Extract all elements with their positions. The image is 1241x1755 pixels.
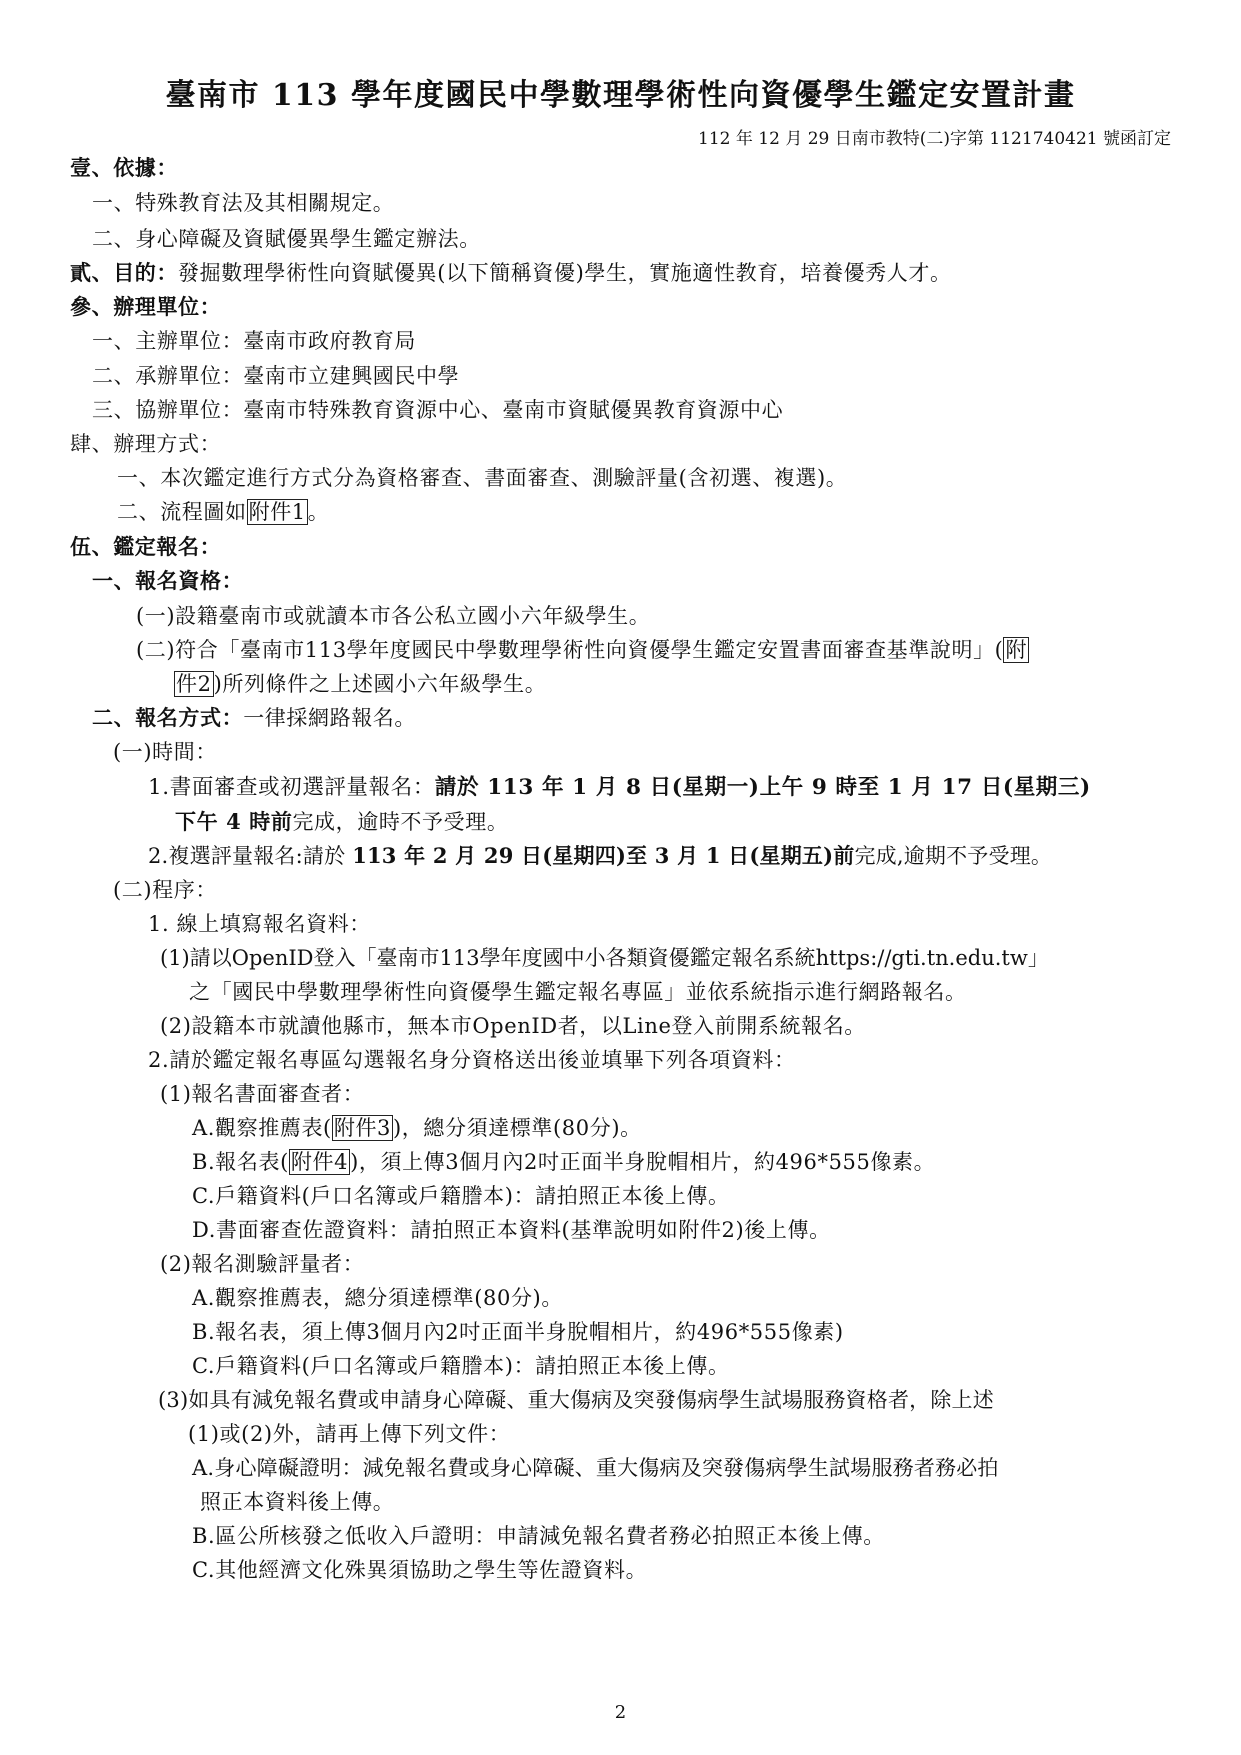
section-4-item-2-text: 二、流程圖如 <box>117 500 247 524</box>
procedure-step-1-2: (2)設籍本市就讀他縣市，無本市OpenID者，以Line登入前開系統報名。 <box>160 1014 866 1038</box>
time-item-1-date: 請於 113 年 1 月 8 日(星期一)上午 9 時至 1 月 17 日(星期三) <box>434 775 1091 800</box>
document-subtitle: 112 年 12 月 29 日南市教特(二)字第 1121740421 號函訂定 <box>698 129 1171 149</box>
time-item-2-note: 完成,逾期不予受理。 <box>854 844 1053 868</box>
section-3-item-2: 二、承辦單位：臺南市立建興國民中學 <box>92 364 460 388</box>
written-review-item-d: D.書面審查佐證資料：請拍照正本資料(基準說明如附件2)後上傳。 <box>192 1218 831 1242</box>
qualification-item-2 <box>136 635 1029 665</box>
section-5-heading: 伍、鑑定報名： <box>70 534 222 559</box>
section-3-item-3: 三、協辦單位：臺南市特殊教育資源中心、臺南市資賦優異教育資源中心 <box>92 398 784 422</box>
written-review-item-b-text: B.報名表( <box>192 1150 289 1174</box>
written-review-item-a <box>192 1113 642 1143</box>
attachment-4-ref: 附件4 <box>290 1150 349 1174</box>
method-heading: 二、報名方式： <box>92 705 244 730</box>
reduction-heading: (3)如具有減免報名費或申請身心障礙、重大傷病及突發傷病學生試場服務資格者，除上述 <box>158 1388 994 1412</box>
reduction-item-a: A.身心障礙證明：減免報名費或身心障礙、重大傷病及突發傷病學生試場服務者務必拍 <box>192 1456 999 1480</box>
time-item-1-label: 1.書面審查或初選評量報名： <box>148 775 435 800</box>
exam-heading: (2)報名測驗評量者： <box>160 1252 365 1276</box>
qualification-item-2-text: (二)符合「臺南市113學年度國民中學數理學術性向資優學生鑑定安置書面審查基準說明」( <box>136 638 1004 662</box>
section-2 <box>70 258 952 288</box>
section-1-item-1: 一、特殊教育法及其相關規定。 <box>92 191 395 215</box>
reduction-item-b: B.區公所核發之低收入戶證明：申請減免報名費者務必拍照正本後上傳。 <box>192 1524 885 1548</box>
written-review-heading: (1)報名書面審查者： <box>160 1082 365 1106</box>
reduction-item-c: C.其他經濟文化殊異須協助之學生等佐證資料。 <box>192 1558 648 1582</box>
procedure-heading: (二)程序： <box>113 878 217 902</box>
section-3-item-1: 一、主辦單位：臺南市政府教育局 <box>92 329 416 353</box>
time-item-2 <box>148 841 1052 871</box>
attachment-2-ref-part-2: 件2 <box>176 672 212 696</box>
exam-item-b: B.報名表，須上傳3個月內2吋正面半身脫帽相片，約496*555像素) <box>192 1320 844 1344</box>
section-3-heading: 參、辦理單位： <box>70 294 222 319</box>
section-1-item-2: 二、身心障礙及資賦優異學生鑑定辦法。 <box>92 227 481 251</box>
written-review-item-b <box>192 1147 935 1177</box>
section-4-item-1: 一、本次鑑定進行方式分為資格審查、書面審查、測驗評量(含初選、複選)。 <box>117 466 848 490</box>
section-1-heading: 壹、依據： <box>70 155 178 180</box>
procedure-step-1-1: (1)請以OpenID登入「臺南市113學年度國中小各類資優鑑定報名系統https://gti.tn.edu.tw」 <box>160 946 1049 970</box>
method-text: 一律採網路報名。 <box>243 706 417 730</box>
qualification-item-1: (一)設籍臺南市或就讀本市各公私立國小六年級學生。 <box>136 604 651 628</box>
written-review-item-a-text: A.觀察推薦表( <box>192 1116 332 1140</box>
attachment-1-ref: 附件1 <box>248 500 306 524</box>
exam-item-c: C.戶籍資料(戶口名簿或戶籍謄本)：請拍照正本後上傳。 <box>192 1354 730 1378</box>
document-title: 臺南市 113 學年度國民中學數理學術性向資優學生鑑定安置計畫 <box>165 78 1076 113</box>
time-item-1-note: 完成，逾時不予受理。 <box>292 810 509 834</box>
time-item-1-deadline: 下午 4 時前 <box>175 809 293 834</box>
reduction-item-a-cont: 照正本資料後上傳。 <box>200 1490 395 1514</box>
exam-item-a: A.觀察推薦表，總分須達標準(80分)。 <box>192 1286 563 1310</box>
reduction-heading-cont: (1)或(2)外，請再上傳下列文件： <box>188 1422 511 1446</box>
procedure-step-1-1-cont: 之「國民中學數理學術性向資優學生鑑定報名專區」並依系統指示進行網路報名。 <box>189 980 967 1004</box>
time-heading: (一)時間： <box>113 740 217 764</box>
qualification-heading: 一、報名資格： <box>92 568 244 593</box>
section-4-item-2 <box>117 497 329 527</box>
written-review-item-c: C.戶籍資料(戶口名簿或戶籍謄本)：請拍照正本後上傳。 <box>192 1184 730 1208</box>
section-2-text: 發掘數理學術性向資賦優異(以下簡稱資優)學生，實施適性教育，培養優秀人才。 <box>178 261 952 285</box>
procedure-step-2: 2.請於鑑定報名專區勾選報名身分資格送出後並填畢下列各項資料： <box>148 1048 796 1072</box>
section-4-item-2-end: 。 <box>307 500 330 524</box>
section-2-heading: 貳、目的： <box>70 260 178 285</box>
time-item-2-label: 2.複選評量報名:請於 <box>148 844 353 868</box>
procedure-step-1: 1. 線上填寫報名資料： <box>148 912 371 936</box>
section-4-heading: 肆、辦理方式： <box>70 432 222 456</box>
attachment-2-ref-part-1: 附 <box>1005 638 1028 662</box>
page-number: 2 <box>614 1702 627 1723</box>
time-item-1-cont <box>175 807 508 837</box>
qualification-item-2-end: )所列條件之上述國小六年級學生。 <box>213 672 547 696</box>
attachment-3-ref: 附件3 <box>333 1116 392 1140</box>
qualification-item-2-cont <box>174 669 546 699</box>
method-line <box>92 703 416 733</box>
written-review-item-a-end: )，總分須達標準(80分)。 <box>393 1116 642 1140</box>
time-item-1 <box>148 773 1091 803</box>
written-review-item-b-end: )，須上傳3個月內2吋正面半身脫帽相片，約496*555像素。 <box>350 1150 936 1174</box>
time-item-2-date: 113 年 2 月 29 日(星期四)至 3 月 1 日(星期五)前 <box>352 843 855 868</box>
